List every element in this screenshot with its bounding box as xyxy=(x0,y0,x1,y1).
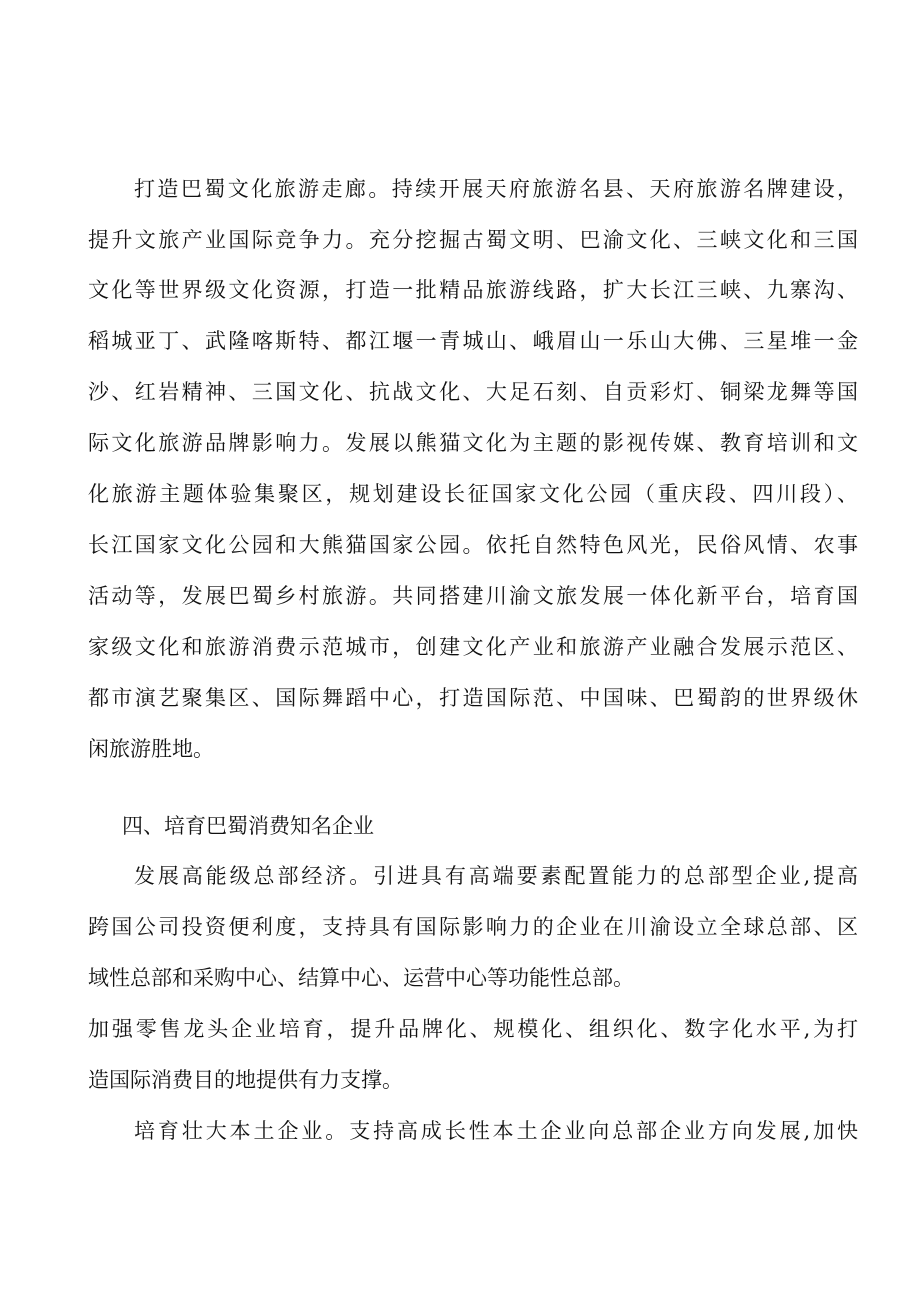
text-line: 域性总部和采购中心、结算中心、运营中心等功能性总部。 xyxy=(88,966,634,990)
section-heading: 四、培育巴蜀消费知名企业 xyxy=(122,814,374,838)
text-line: 文化等世界级文化资源，打造一批精品旅游线路，扩大长江三峡、九寨沟、 xyxy=(88,278,858,302)
text-line: 提升文旅产业国际竞争力。充分挖掘古蜀文明、巴渝文化、三峡文化和三国 xyxy=(88,228,858,252)
text-line: 造国际消费目的地提供有力支撑。 xyxy=(88,1068,403,1092)
text-line: 沙、红岩精神、三国文化、抗战文化、大足石刻、自贡彩灯、铜梁龙舞等国 xyxy=(88,380,858,404)
text-line: 闲旅游胜地。 xyxy=(88,737,214,761)
text-line: 际文化旅游品牌影响力。发展以熊猫文化为主题的影视传媒、教育培训和文 xyxy=(88,431,858,455)
text-line: 跨国公司投资便利度，支持具有国际影响力的企业在川渝设立全球总部、区 xyxy=(88,915,858,939)
text-line: 活动等，发展巴蜀乡村旅游。共同搭建川渝文旅发展一体化新平台，培育国 xyxy=(88,584,858,608)
text-line: 培育壮大本土企业。支持高成长性本土企业向总部企业方向发展,加快 xyxy=(134,1119,858,1143)
text-line: 长江国家文化公园和大熊猫国家公园。依托自然特色风光，民俗风情、农事 xyxy=(88,533,858,557)
text-line: 打造巴蜀文化旅游走廊。持续开展天府旅游名县、天府旅游名牌建设， xyxy=(134,177,858,201)
text-line: 加强零售龙头企业培育，提升品牌化、规模化、组织化、数字化水平,为打 xyxy=(88,1017,858,1041)
text-line: 稻城亚丁、武隆喀斯特、都江堰一青城山、峨眉山一乐山大佛、三星堆一金 xyxy=(88,329,858,353)
text-line: 家级文化和旅游消费示范城市，创建文化产业和旅游产业融合发展示范区、 xyxy=(88,635,858,659)
text-line: 都市演艺聚集区、国际舞蹈中心，打造国际范、中国味、巴蜀韵的世界级休 xyxy=(88,686,858,710)
text-line: 发展高能级总部经济。引进具有高端要素配置能力的总部型企业,提高 xyxy=(134,864,858,888)
text-line: 化旅游主题体验集聚区，规划建设长征国家文化公园（重庆段、四川段）、 xyxy=(88,482,858,506)
